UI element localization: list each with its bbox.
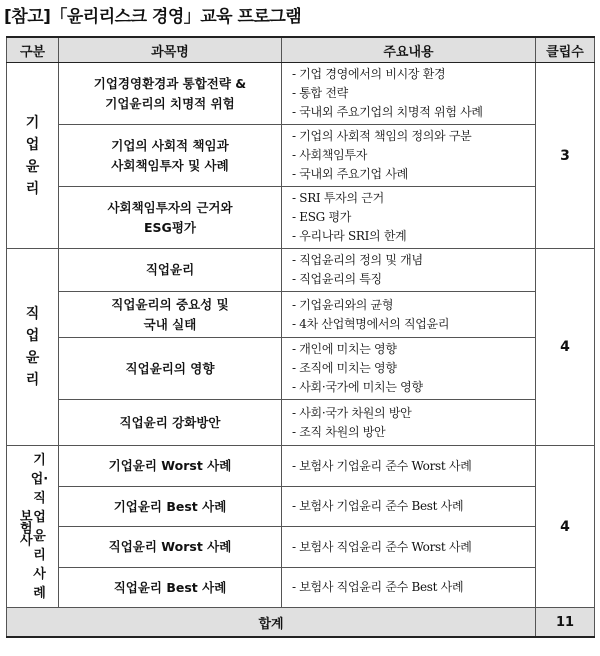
content-line: - 보험사 기업윤리 준수 Best 사례 <box>292 499 464 513</box>
category-char: 리 <box>25 372 40 388</box>
course-name-cell <box>59 187 282 249</box>
total-row <box>7 608 595 638</box>
total-clips: 11 <box>536 608 595 638</box>
content-line: - 개인에 미치는 영향 <box>292 342 397 356</box>
course-name-cell <box>59 63 282 125</box>
course-name-cell <box>59 125 282 187</box>
course-name-cell <box>59 568 282 608</box>
content-line: - 4차 산업혁명에서의 직업윤리 <box>292 316 450 331</box>
table-row <box>7 338 595 400</box>
category-char: 업 <box>33 509 46 525</box>
category-char: 업 <box>25 328 40 344</box>
category-char: 례 <box>33 585 46 601</box>
category-char: 기 <box>33 452 46 468</box>
course-name-line: 직업윤리 Best 사례 <box>113 579 227 595</box>
category-side-label: 보험사 <box>16 508 32 545</box>
course-name-cell <box>59 292 282 338</box>
course-name-line: 기업경영환경과 통합전략 & <box>93 75 247 91</box>
content-line: - 보험사 직업윤리 준수 Best 사례 <box>292 580 464 594</box>
category-char: 업 <box>25 136 40 153</box>
content-cell <box>282 568 536 608</box>
header-course: 과목명 <box>59 37 282 63</box>
course-name-line: 직업윤리 Worst 사례 <box>108 539 232 554</box>
content-line: - 사회책임투자 <box>292 148 368 162</box>
content-line: - 통합 전략 <box>292 86 348 100</box>
course-name-line: 사회책임투자의 근거와 <box>107 199 233 215</box>
course-name-line: 기업윤리 Worst 사례 <box>108 458 232 473</box>
course-name-line: 기업의 사회적 책임과 <box>111 137 229 153</box>
content-line: - 우리나라 SRI의 한계 <box>292 229 407 243</box>
clip-count-cell: 4 <box>536 249 595 446</box>
content-line: - 직업윤리의 특징 <box>292 272 382 286</box>
content-line: - 기업윤리와의 균형 <box>292 297 394 312</box>
content-line: - 조직에 미치는 영향 <box>292 361 397 375</box>
content-cell <box>282 249 536 292</box>
table-row <box>7 568 595 608</box>
course-name-cell <box>59 527 282 568</box>
course-name-cell <box>59 400 282 446</box>
content-cell <box>282 527 536 568</box>
content-line: - 국내외 주요기업의 치명적 위험 사례 <box>292 105 483 119</box>
course-name-cell <box>59 446 282 487</box>
content-cell <box>282 63 536 125</box>
content-line: - 사회·국가 차원의 방안 <box>292 405 412 420</box>
category-cell <box>7 446 59 608</box>
category-char: 업· <box>30 471 49 487</box>
content-line: - 보험사 직업윤리 준수 Worst 사례 <box>292 539 472 554</box>
course-name-line: 직업윤리의 중요성 및 <box>111 296 229 312</box>
program-table-container <box>6 36 594 638</box>
category-cell <box>7 63 59 249</box>
category-char: 윤 <box>25 158 40 175</box>
category-char: 리 <box>25 180 40 197</box>
clip-count-cell: 4 <box>536 446 595 608</box>
course-name-cell <box>59 338 282 400</box>
content-cell <box>282 292 536 338</box>
content-line: - ESG 평가 <box>292 210 352 224</box>
content-cell <box>282 400 536 446</box>
table-row <box>7 487 595 527</box>
table-row <box>7 446 595 487</box>
table-row <box>7 63 595 125</box>
table-row <box>7 527 595 568</box>
table-row <box>7 187 595 249</box>
course-name-line: ESG평가 <box>144 219 196 235</box>
course-name-line: 기업윤리의 치명적 위험 <box>105 95 235 111</box>
clip-count-cell: 3 <box>536 63 595 249</box>
category-char: 윤 <box>25 350 40 366</box>
table-row <box>7 125 595 187</box>
content-line: - 기업 경영에서의 비시장 환경 <box>292 67 446 81</box>
course-name-line: 사회책임투자 및 사례 <box>111 157 229 173</box>
table-row <box>7 400 595 446</box>
content-cell <box>282 125 536 187</box>
course-name-line: 직업윤리 강화방안 <box>119 414 221 430</box>
header-content: 주요내용 <box>282 37 536 63</box>
table-row <box>7 292 595 338</box>
header-category: 구분 <box>7 37 59 63</box>
content-line: - 사회·국가에 미치는 영향 <box>292 380 423 394</box>
content-line: - 보험사 기업윤리 준수 Worst 사례 <box>292 458 472 473</box>
course-name-cell <box>59 249 282 292</box>
page-title: [참고]「윤리리스크 경영」교육 프로그램 <box>4 7 302 27</box>
category-cell <box>7 249 59 446</box>
content-cell <box>282 446 536 487</box>
course-name-line: 직업윤리 <box>145 262 195 277</box>
table-row <box>7 249 595 292</box>
content-cell <box>282 338 536 400</box>
content-line: - 조직 차원의 방안 <box>292 424 386 439</box>
category-char: 윤 <box>33 528 46 544</box>
table-body <box>7 63 595 608</box>
header-clips: 클립수 <box>536 37 595 63</box>
content-line: - SRI 투자의 근거 <box>292 191 384 205</box>
course-name-line: 국내 실태 <box>143 316 197 332</box>
category-char: 사 <box>33 566 46 582</box>
content-line: - 기업의 사회적 책임의 정의와 구분 <box>292 129 472 143</box>
content-cell <box>282 487 536 527</box>
course-name-line: 기업윤리 Best 사례 <box>113 498 227 514</box>
category-char: 직 <box>33 490 46 506</box>
course-name-line: 직업윤리의 영향 <box>125 360 215 376</box>
course-name-cell <box>59 487 282 527</box>
content-cell <box>282 187 536 249</box>
category-char: 직 <box>25 306 40 322</box>
total-label: 합계 <box>7 608 536 638</box>
content-line: - 국내외 주요기업 사례 <box>292 167 408 181</box>
table-header-row <box>7 37 595 63</box>
category-char: 기 <box>25 114 40 131</box>
content-line: - 직업윤리의 정의 및 개념 <box>292 253 423 267</box>
category-char: 리 <box>33 547 46 563</box>
program-table <box>6 36 595 638</box>
